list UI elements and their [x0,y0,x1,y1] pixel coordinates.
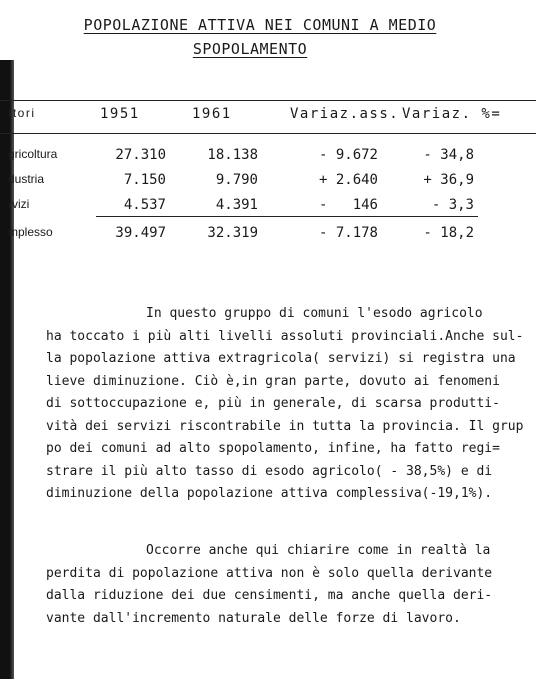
cell-abs-change: - 7.178 [318,225,378,241]
header-sector: ttori [8,106,36,120]
row-label: rvizi [8,197,30,211]
paragraph-line: diminuzione della popolazione attiva complessiva(-19,1%). [46,486,493,501]
cell-abs-change: + 2.640 [318,172,378,188]
paragraph-line: Occorre anche qui chiarire come in realtà la [146,543,491,558]
paragraph-line: ha toccato i più alti livelli assoluti provinciali.Anche sul- [46,328,524,344]
paragraph-1 [46,303,524,506]
paragraph-line: dalla riduzione dei due censimenti, ma anche quella deri- [46,588,493,603]
header-abs-change: Variaz.ass. [290,106,400,122]
header-pct-change: Variaz. %= [402,106,502,122]
paragraph-line: In questo gruppo di comuni l'esodo agricolo [146,306,483,321]
paragraph-line: di sottoccupazione e, più in generale, di scarsa produtti- [46,396,500,411]
paragraph-line: vante dall'incremento naturale delle forze di lavoro. [46,610,461,626]
cell-1961: 4.391 [215,197,258,213]
paragraph-line: perdita di popolazione attiva non è solo quella derivante [46,565,493,581]
row-label: gricoltura [8,147,58,161]
paragraph-line: lieve diminuzione. Ciò è,in gran parte, dovuto ai fenomeni [46,373,500,389]
cell-1951: 7.150 [123,172,166,188]
cell-1951: 27.310 [115,147,166,163]
row-label: mplesso [8,225,53,239]
header-1951: 1951 [100,106,140,122]
table-rule-header [0,133,536,134]
row-label: dustria [8,172,45,186]
cell-pct-change: - 34,8 [423,147,474,163]
table-row [0,225,540,247]
paragraph-line: la popolazione attiva extragricola( servizi) si registra una [46,351,516,366]
cell-1961: 18.138 [207,147,258,163]
cell-pct-change: - 3,3 [431,197,474,213]
cell-1961: 32.319 [207,225,258,241]
header-1961: 1961 [192,106,232,122]
cell-1951: 4.537 [123,197,166,213]
table-row [0,147,540,169]
paragraph-line: strare il più alto tasso di esodo agricolo( - 38,5%) e di [46,463,493,479]
paragraph-2 [46,540,516,630]
table-rule-top [0,100,536,101]
cell-1951: 39.497 [115,225,166,241]
table-row [0,172,540,194]
paragraph-line: vità dei servizi riscontrabile in tutta la provincia. Il grup [46,418,524,434]
cell-abs-change: - 9.672 [318,147,378,163]
cell-pct-change: - 18,2 [423,225,474,241]
cell-abs-change: - 146 [318,197,378,213]
table-rule-subtotal [96,216,478,217]
table-header-row [0,106,540,128]
title-line-1: POPOLAZIONE ATTIVA NEI COMUNI A MEDIO [83,16,437,34]
paragraph-line: po dei comuni ad alto spopolamento, infine, ha fatto regi= [46,441,500,456]
title-line-2: SPOPOLAMENTO [192,40,308,58]
cell-1961: 9.790 [215,172,258,188]
cell-pct-change: + 36,9 [423,172,474,188]
